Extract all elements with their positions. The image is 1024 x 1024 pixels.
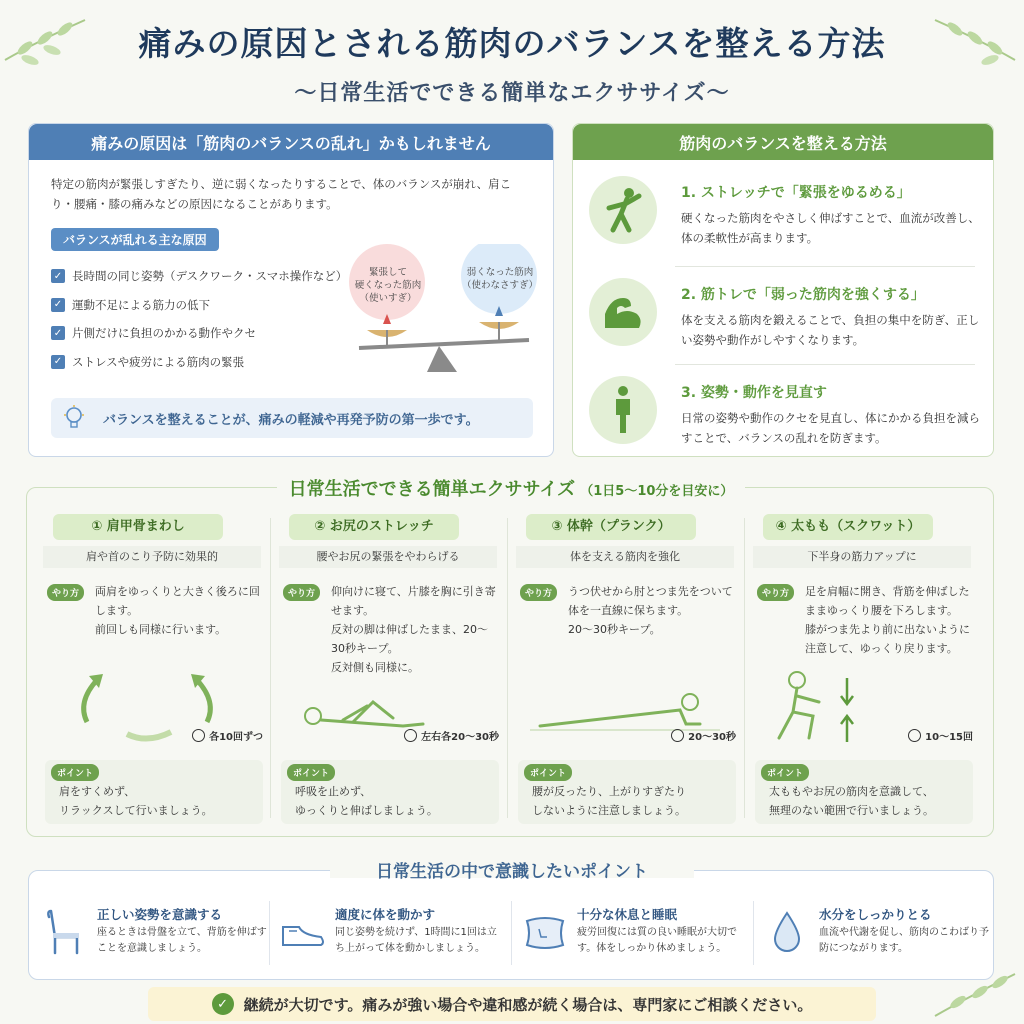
- cause-text: 運動不足による筋力の低下: [72, 297, 210, 312]
- duration-text: 各10回ずつ: [209, 732, 263, 743]
- method-item-posture: [589, 372, 981, 468]
- exercise-card-squat: [747, 512, 979, 828]
- duration: [404, 728, 499, 743]
- how-badge: やり方: [757, 584, 794, 601]
- exercise-heading-text: 日常生活でできる簡単エクササイズ: [288, 479, 576, 500]
- pillow-icon: [523, 907, 567, 957]
- exercise-benefit: 腰やお尻の緊張をやわらげる: [279, 546, 497, 568]
- daily-title: 十分な休息と睡眠: [577, 907, 678, 922]
- scale-left-label: 緊張して 硬くなった筋肉 （使いすぎ）: [354, 267, 422, 304]
- method-desc: 日常の姿勢や動作のクセを見直し、体にかかる負担を減らすことで、バランスの乱れを防ぎます。: [681, 411, 980, 445]
- exercise-heading: [27, 475, 995, 501]
- divider: [753, 901, 754, 965]
- water-drop-icon: [765, 907, 809, 957]
- page-title: 痛みの原因とされる筋肉のバランスを整える方法: [138, 24, 886, 63]
- stretch-icon: [589, 176, 657, 244]
- point-box: [755, 760, 973, 824]
- point-badge: ポイント: [287, 764, 335, 781]
- exercise-card-hip: [273, 512, 505, 828]
- daily-item-water: [757, 891, 995, 971]
- checkbox-icon: ✓: [51, 326, 65, 340]
- method-title: 2. 筋トレで「弱った筋肉を強くする」: [681, 287, 925, 303]
- exercise-card-shoulder: [37, 512, 269, 828]
- method-desc: 体を支える筋肉を鍛えることで、負担の集中を防ぎ、正しい姿勢や動作がしやすくなります。: [681, 313, 980, 347]
- point-text: 腰が反ったり、上がりすぎたり しないように注意しましょう。: [532, 785, 686, 817]
- daily-item-rest: [515, 891, 753, 971]
- daily-item-posture: [35, 891, 273, 971]
- duration: [908, 728, 973, 743]
- daily-desc: 同じ姿勢を続けず、1時間に1回は立ち上がって体を動かしましょう。: [335, 927, 497, 954]
- method-panel: [572, 123, 994, 457]
- divider: [270, 518, 271, 818]
- checkbox-icon: ✓: [51, 298, 65, 312]
- exercise-benefit: 下半身の筋力アップに: [753, 546, 971, 568]
- cause-panel: [28, 123, 554, 457]
- daily-desc: 血流や代謝を促し、筋肉のこわばり予防につながります。: [819, 927, 989, 954]
- causes-title: バランスが乱れる主な原因: [51, 228, 219, 251]
- daily-heading: 日常生活の中で意識したいポイント: [376, 862, 648, 882]
- lightbulb-icon: [63, 405, 85, 431]
- clock-icon: [404, 729, 417, 742]
- how-text: 両肩をゆっくりと大きく後ろに回します。 前回しも同様に行います。: [95, 585, 260, 636]
- shoe-icon: [281, 907, 325, 957]
- point-badge: ポイント: [761, 764, 809, 781]
- checkbox-icon: ✓: [51, 269, 65, 283]
- balance-scale-illustration: [339, 244, 549, 384]
- exercise-title: ③ 体幹（プランク）: [526, 514, 696, 540]
- point-text: 肩をすくめず、 リラックスして行いましょう。: [59, 785, 213, 817]
- footer-note: [148, 987, 876, 1021]
- divider: [269, 901, 270, 965]
- how-text: 仰向けに寝て、片膝を胸に引き寄せます。 反対の脚は伸ばしたまま、20〜30秒キープ。 反対側も同様に。: [331, 585, 496, 674]
- how-badge: やり方: [47, 584, 84, 601]
- divider: [744, 518, 745, 818]
- checkbox-icon: ✓: [51, 355, 65, 369]
- balance-scale-icon: [339, 244, 549, 384]
- method-title: 3. 姿勢・動作を見直す: [681, 385, 827, 401]
- cause-intro: 特定の筋肉が緊張しすぎたり、逆に弱くなったりすることで、体のバランスが崩れ、肩こり・腰痛・膝の痛みなどの原因になることがあります。: [51, 177, 512, 211]
- tip-text: バランスを整えることが、痛みの軽減や再発予防の第一歩です。: [103, 412, 479, 428]
- daily-title: 適度に体を動かす: [335, 907, 436, 922]
- duration-text: 左右各20〜30秒: [421, 732, 499, 743]
- how-badge: やり方: [283, 584, 320, 601]
- clock-icon: [671, 729, 684, 742]
- divider: [511, 901, 512, 965]
- point-box: [518, 760, 736, 824]
- daily-desc: 疲労回復には質の良い睡眠が大切です。体をしっかり休めましょう。: [577, 927, 737, 954]
- divider: [507, 518, 508, 818]
- how-text: うつ伏せから肘とつま先をついて体を一直線に保ちます。 20〜30秒キープ。: [568, 585, 733, 636]
- scale-right-label: 弱くなった筋肉 （使わなさすぎ）: [461, 267, 538, 291]
- cause-text: ストレスや疲労による筋肉の緊張: [72, 354, 245, 369]
- tip-box: [51, 398, 533, 438]
- method-title: 1. ストレッチで「緊張をゆるめる」: [681, 185, 911, 201]
- exercise-benefit: 肩や首のこり予防に効果的: [43, 546, 261, 568]
- point-text: 呼吸を止めず、 ゆっくりと伸ばしましょう。: [295, 785, 438, 817]
- chair-icon: [43, 907, 87, 957]
- exercise-title: ② お尻のストレッチ: [289, 514, 459, 540]
- daily-points-box: [28, 870, 994, 980]
- exercise-card-plank: [510, 512, 742, 828]
- exercise-title: ① 肩甲骨まわし: [53, 514, 223, 540]
- duration: [192, 728, 263, 743]
- cause-item: [51, 348, 351, 377]
- muscle-icon: [589, 278, 657, 346]
- cause-item: [51, 291, 351, 320]
- page-subtitle: 〜日常生活でできる簡単なエクササイズ〜: [294, 81, 730, 106]
- daily-title: 正しい姿勢を意識する: [97, 907, 223, 922]
- duration-text: 20〜30秒: [688, 732, 736, 743]
- causes-list: [51, 262, 351, 376]
- duration: [671, 728, 736, 743]
- clock-icon: [192, 729, 205, 742]
- exercise-heading-note: （1日5〜10分を目安に）: [580, 484, 734, 499]
- method-desc: 硬くなった筋肉をやさしく伸ばすことで、血流が改善し、体の柔軟性が高まります。: [681, 211, 980, 245]
- check-circle-icon: ✓: [212, 993, 234, 1015]
- cause-text: 片側だけに負担のかかる動作やクセ: [72, 326, 256, 341]
- daily-title: 水分をしっかりとる: [819, 907, 932, 922]
- divider: [675, 266, 975, 267]
- method-item-strength: [589, 274, 981, 370]
- point-badge: ポイント: [524, 764, 572, 781]
- exercise-title: ④ 太もも（スクワット）: [763, 514, 933, 540]
- method-item-stretch: [589, 172, 981, 268]
- exercise-benefit: 体を支える筋肉を強化: [516, 546, 734, 568]
- method-panel-heading: 筋肉のバランスを整える方法: [573, 124, 993, 160]
- point-text: 太ももやお尻の筋肉を意識して、 無理のない範囲で行いましょう。: [769, 785, 934, 817]
- how-text: 足を肩幅に開き、背筋を伸ばしたままゆっくり腰を下ろします。 膝がつま先より前に出ないように注意して、ゆっくり戻ります。: [805, 585, 970, 655]
- cause-item: [51, 319, 351, 348]
- cause-text: 長時間の同じ姿勢（デスクワーク・スマホ操作など）: [72, 269, 348, 284]
- point-badge: ポイント: [51, 764, 99, 781]
- footer-text: 継続が大切です。痛みが強い場合や違和感が続く場合は、専門家にご相談ください。: [243, 995, 813, 1014]
- cause-panel-heading: 痛みの原因は「筋肉のバランスの乱れ」かもしれません: [29, 124, 553, 160]
- duration-text: 10〜15回: [925, 732, 973, 743]
- how-badge: やり方: [520, 584, 557, 601]
- point-box: [45, 760, 263, 824]
- posture-icon: [589, 376, 657, 444]
- point-box: [281, 760, 499, 824]
- exercise-section: [26, 479, 994, 837]
- daily-item-move: [273, 891, 511, 971]
- daily-desc: 座るときは骨盤を立て、背筋を伸ばすことを意識しましょう。: [97, 927, 267, 954]
- divider: [675, 364, 975, 365]
- clock-icon: [908, 729, 921, 742]
- cause-item: [51, 262, 351, 291]
